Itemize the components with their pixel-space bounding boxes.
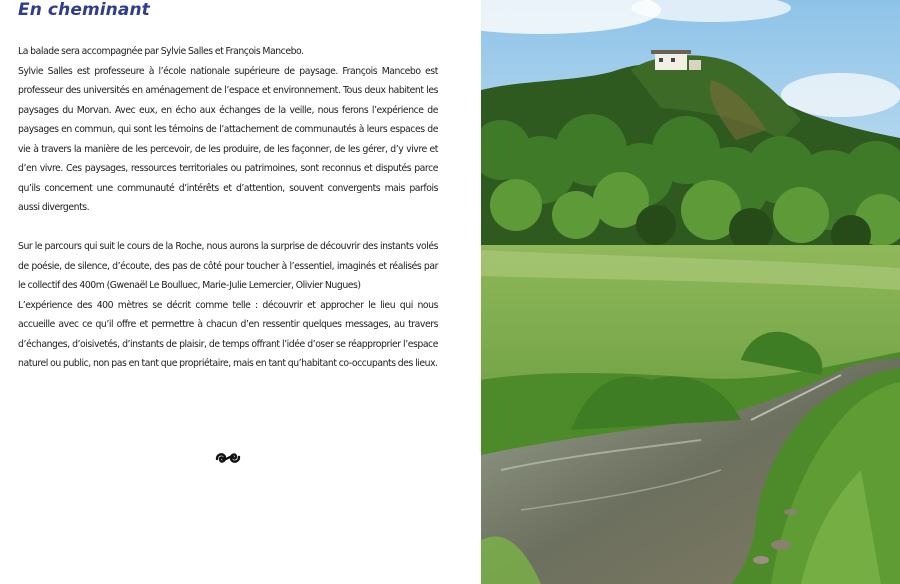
body-text bbox=[18, 42, 438, 374]
paragraph-route: Sur le parcours qui suit le cours de la Roche, nous aurons la surprise de découvrir des instants volés de poésie, de silence, d’écoute, des pas de côté pour toucher à l’essentiel, imaginés et réalisés par le collectif des 400m (Gwenaël Le Boulluec, Marie-Julie Lemercier, Olivier Nugues) bbox=[18, 241, 438, 291]
landscape-photo bbox=[481, 0, 900, 584]
paragraph-guides: Sylvie Salles est professeure à l’école nationale supérieure de paysage. François Mancebo est professeur des universités en aménagement de l’espace et environnement. Tous deux habitent les paysages du Morvan. Avec eux, en écho aux échanges de la veille, nous ferons l’expérience de paysages en commun, qui sont les témoins de l’attachement de communautés à leurs espaces de vie à travers la manière de les percevoir, de les produire, de les façonner, de les gérer, d’y vivre et d’en vivre. Ces paysages, ressources territoriales ou patrimoines, sont reconnus et disputés parce qu’ils concernent une communauté d’intérêts et d’attention, souvent convergents mais parfois aussi divergents. bbox=[18, 65, 438, 213]
landscape-illustration bbox=[481, 0, 900, 584]
page-title: En cheminant bbox=[18, 0, 150, 20]
paragraph-400m: L’expérience des 400 mètres se décrit comme telle : découvrir et approcher le lieu qui nous accueille avec ce qu’il offre et permettre à chacun d’en ressentir quelques messages, au travers d’échanges, d’oisivetés, d’instants de plaisir, de temps offrant l’idée d’oser se réapproprier l’espace naturel ou public, non pas en tant que propriétaire, mais en tant qu’habitant co-occupants des lieux. bbox=[18, 299, 438, 369]
paragraph-intro: La balade sera accompagnée par Sylvie Salles et François Mancebo. bbox=[18, 46, 304, 57]
ornament-icon bbox=[214, 450, 242, 466]
